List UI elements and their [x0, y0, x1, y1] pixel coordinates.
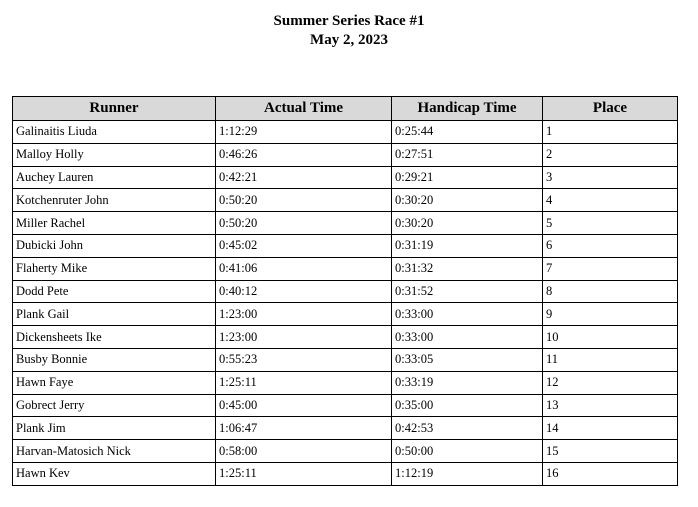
runner-cell: Dodd Pete	[13, 280, 216, 303]
table-row	[13, 234, 678, 257]
column-header-runner: Runner	[13, 97, 216, 121]
place-cell: 16	[543, 462, 678, 485]
place-cell: 5	[543, 212, 678, 235]
table-row	[13, 440, 678, 463]
runner-cell: Dickensheets Ike	[13, 326, 216, 349]
results-table-header	[13, 97, 678, 121]
table-row	[13, 394, 678, 417]
table-row	[13, 348, 678, 371]
place-cell: 14	[543, 417, 678, 440]
runner-cell: Busby Bonnie	[13, 348, 216, 371]
handicap-time-cell: 0:35:00	[392, 394, 543, 417]
report-title: Summer Series Race #1	[273, 13, 425, 29]
runner-cell: Plank Jim	[13, 417, 216, 440]
actual-time-cell: 0:58:00	[216, 440, 392, 463]
table-row	[13, 257, 678, 280]
handicap-time-cell: 0:50:00	[392, 440, 543, 463]
actual-time-cell: 0:45:02	[216, 234, 392, 257]
handicap-time-cell: 0:31:32	[392, 257, 543, 280]
runner-cell: Miller Rachel	[13, 212, 216, 235]
table-row	[13, 121, 678, 144]
place-cell: 13	[543, 394, 678, 417]
runner-cell: Malloy Holly	[13, 143, 216, 166]
runner-cell: Dubicki John	[13, 234, 216, 257]
place-cell: 8	[543, 280, 678, 303]
report-date: May 2, 2023	[310, 32, 388, 48]
actual-time-cell: 1:23:00	[216, 326, 392, 349]
actual-time-cell: 1:25:11	[216, 462, 392, 485]
table-row	[13, 303, 678, 326]
actual-time-cell: 0:45:00	[216, 394, 392, 417]
column-header-actual-time: Actual Time	[216, 97, 392, 121]
place-cell: 7	[543, 257, 678, 280]
actual-time-cell: 0:50:20	[216, 189, 392, 212]
handicap-time-cell: 0:42:53	[392, 417, 543, 440]
handicap-time-cell: 0:33:19	[392, 371, 543, 394]
actual-time-cell: 0:55:23	[216, 348, 392, 371]
table-row	[13, 417, 678, 440]
runner-cell: Auchey Lauren	[13, 166, 216, 189]
handicap-time-cell: 0:31:19	[392, 234, 543, 257]
table-row	[13, 371, 678, 394]
actual-time-cell: 1:25:11	[216, 371, 392, 394]
handicap-time-cell: 0:29:21	[392, 166, 543, 189]
place-cell: 4	[543, 189, 678, 212]
header-row	[13, 97, 678, 121]
handicap-time-cell: 1:12:19	[392, 462, 543, 485]
table-row	[13, 280, 678, 303]
place-cell: 11	[543, 348, 678, 371]
actual-time-cell: 1:12:29	[216, 121, 392, 144]
place-cell: 12	[543, 371, 678, 394]
table-row	[13, 212, 678, 235]
runner-cell: Flaherty Mike	[13, 257, 216, 280]
column-header-handicap-time: Handicap Time	[392, 97, 543, 121]
table-row	[13, 462, 678, 485]
place-cell: 1	[543, 121, 678, 144]
place-cell: 3	[543, 166, 678, 189]
place-cell: 15	[543, 440, 678, 463]
runner-cell: Kotchenruter John	[13, 189, 216, 212]
handicap-time-cell: 0:33:05	[392, 348, 543, 371]
table-row	[13, 326, 678, 349]
actual-time-cell: 0:40:12	[216, 280, 392, 303]
actual-time-cell: 0:42:21	[216, 166, 392, 189]
runner-cell: Harvan-Matosich Nick	[13, 440, 216, 463]
runner-cell: Galinaitis Liuda	[13, 121, 216, 144]
runner-cell: Plank Gail	[13, 303, 216, 326]
handicap-time-cell: 0:27:51	[392, 143, 543, 166]
actual-time-cell: 0:50:20	[216, 212, 392, 235]
results-table-body	[13, 121, 678, 486]
runner-cell: Hawn Faye	[13, 371, 216, 394]
results-table	[12, 96, 678, 486]
place-cell: 10	[543, 326, 678, 349]
runner-cell: Gobrect Jerry	[13, 394, 216, 417]
place-cell: 6	[543, 234, 678, 257]
table-row	[13, 166, 678, 189]
actual-time-cell: 1:23:00	[216, 303, 392, 326]
place-cell: 9	[543, 303, 678, 326]
handicap-time-cell: 0:25:44	[392, 121, 543, 144]
actual-time-cell: 0:41:06	[216, 257, 392, 280]
report-header	[0, 12, 698, 50]
actual-time-cell: 1:06:47	[216, 417, 392, 440]
handicap-time-cell: 0:31:52	[392, 280, 543, 303]
handicap-time-cell: 0:30:20	[392, 189, 543, 212]
column-header-place: Place	[543, 97, 678, 121]
handicap-time-cell: 0:33:00	[392, 303, 543, 326]
table-row	[13, 189, 678, 212]
actual-time-cell: 0:46:26	[216, 143, 392, 166]
place-cell: 2	[543, 143, 678, 166]
handicap-time-cell: 0:30:20	[392, 212, 543, 235]
table-row	[13, 143, 678, 166]
runner-cell: Hawn Kev	[13, 462, 216, 485]
handicap-time-cell: 0:33:00	[392, 326, 543, 349]
